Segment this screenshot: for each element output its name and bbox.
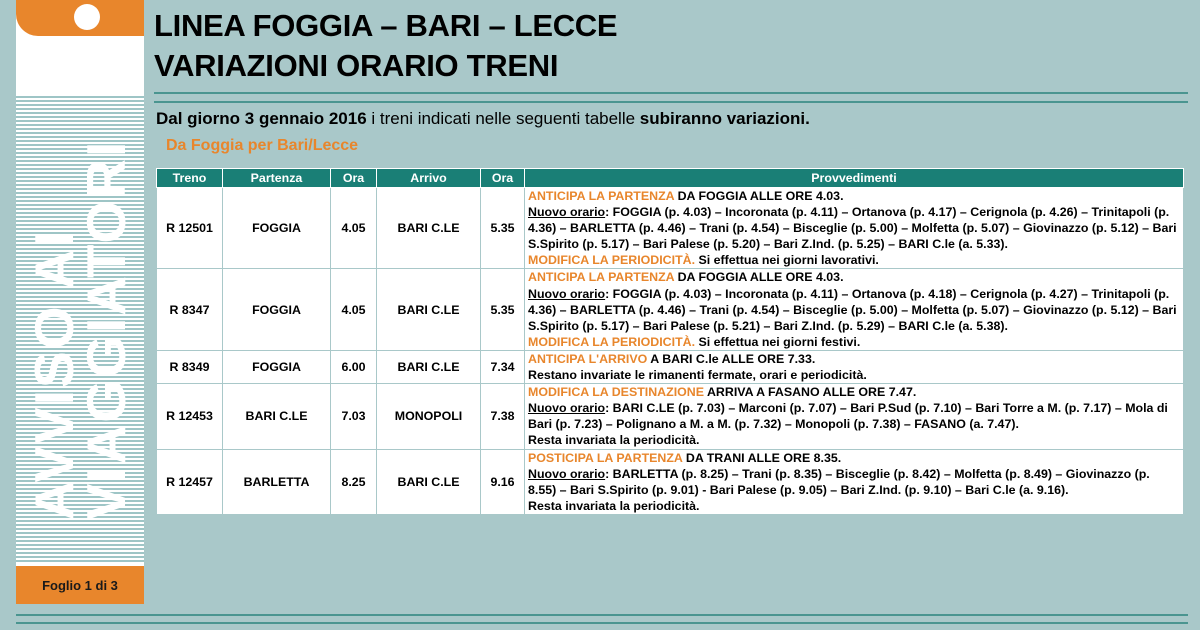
page-indicator: Foglio 1 di 3 (16, 566, 144, 604)
underlined-label: Nuovo orario (528, 286, 606, 301)
detail-text: DA FOGGIA ALLE ORE 4.03. (674, 189, 844, 203)
highlight-text: MODIFICA LA DESTINAZIONE (528, 385, 704, 400)
provvedimento-line: Resta invariata la periodicità. (528, 498, 700, 513)
cell-provvedimenti (525, 269, 1184, 350)
cell-ora-partenza: 8.25 (331, 449, 377, 514)
logo (16, 0, 144, 36)
table-row (157, 269, 1184, 350)
header-treno: Treno (157, 169, 223, 188)
cell-provvedimenti (525, 188, 1184, 269)
table-header-row (157, 169, 1184, 188)
cell-ora-partenza: 4.05 (331, 269, 377, 350)
intro-date: Dal giorno 3 gennaio 2016 (156, 109, 367, 128)
detail-text: DA FOGGIA ALLE ORE 4.03. (674, 270, 844, 285)
cell-arrivo: MONOPOLI (377, 384, 481, 449)
cell-treno: R 12453 (157, 384, 223, 449)
provvedimento-line (528, 286, 1180, 334)
underlined-label: Nuovo orario (528, 466, 606, 481)
section-subtitle: Da Foggia per Bari/Lecce (166, 137, 359, 154)
cell-partenza: FOGGIA (223, 269, 331, 350)
highlight-text: MODIFICA LA PERIODICITÀ. (528, 334, 696, 349)
cell-partenza: BARLETTA (223, 449, 331, 514)
schedule-text: : FOGGIA (p. 4.03) – Incoronata (p. 4.11) – Ortanova (p. 4.17) – Cerignola (p. 4.26) – Trinitapoli (p. 4.36) – BARLETTA (p. 4.46) – Trani (p. 4.54) – Bisceglie (p. 5.00) – Molfetta (p. 5.07) – Giovinazzo (p. 5.12) – Bari S.Spirito (p. 5.17) – Bari Palese (p. 5.20) – Bari Z.Ind. (p. 5.25) – BARI C.le (a. 5.33). (528, 205, 1177, 252)
schedule-text: : BARLETTA (p. 8.25) – Trani (p. 8.35) – Bisceglie (p. 8.42) – Molfetta (p. 8.49) – Giovinazzo (p. 8.55) – Bari S.Spirito (p. 9.01) - Bari Palese (p. 9.05) – Bari Z.Ind. (p. 9.10) – Bari C.le (a. 9.16). (528, 466, 1150, 497)
underlined-label: Nuovo orario (528, 205, 606, 220)
cell-provvedimenti (525, 350, 1184, 383)
vertical-notice-text (23, 139, 137, 521)
cell-partenza: BARI C.LE (223, 384, 331, 449)
provvedimento-line: Resta invariata la periodicità. (528, 433, 700, 448)
provvedimento-line (528, 204, 1180, 252)
provvedimento-line (528, 351, 1180, 367)
title-line-1: LINEA FOGGIA – BARI – LECCE (154, 8, 618, 43)
detail-text: ARRIVA A FASANO ALLE ORE 7.47. (704, 385, 917, 400)
header-ora-arrivo: Ora (481, 169, 525, 188)
highlight-text: ANTICIPA LA PARTENZA (528, 189, 675, 203)
provvedimento-line (528, 269, 1180, 285)
cell-treno: R 8349 (157, 350, 223, 383)
highlight-text: MODIFICA LA PERIODICITÀ. (528, 253, 696, 268)
cell-partenza: FOGGIA (223, 188, 331, 269)
intro-emphasis: subiranno variazioni (639, 109, 806, 128)
timetable (156, 168, 1184, 515)
cell-arrivo: BARI C.LE (377, 269, 481, 350)
detail-text: Si effettua nei giorni festivi. (695, 334, 861, 349)
title-line-2: VARIAZIONI ORARIO TRENI (154, 48, 559, 83)
highlight-text: ANTICIPA LA PARTENZA (528, 270, 675, 285)
provvedimento-line (528, 384, 1180, 400)
notice-line-1: AVVISO AI (23, 230, 85, 521)
provvedimento-line (528, 400, 1180, 432)
header-provvedimenti: Provvedimenti (525, 169, 1184, 188)
detail-text: Si effettua nei giorni lavorativi. (695, 253, 879, 268)
intro-text (156, 109, 810, 129)
cell-ora-arrivo: 7.34 (481, 350, 525, 383)
detail-text: A BARI C.le ALLE ORE 7.33. (647, 351, 816, 366)
table-row (157, 384, 1184, 449)
cell-ora-partenza: 4.05 (331, 188, 377, 269)
page-title (154, 6, 617, 86)
cell-ora-arrivo: 9.16 (481, 449, 525, 514)
notice-banner (16, 96, 144, 564)
highlight-text: ANTICIPA L'ARRIVO (528, 351, 648, 366)
provvedimento-line (528, 334, 1180, 350)
cell-ora-partenza: 7.03 (331, 384, 377, 449)
cell-ora-arrivo: 5.35 (481, 188, 525, 269)
table-row (157, 449, 1184, 514)
cell-provvedimenti (525, 449, 1184, 514)
cell-partenza: FOGGIA (223, 350, 331, 383)
table-row (157, 350, 1184, 383)
cell-arrivo: BARI C.LE (377, 350, 481, 383)
cell-provvedimenti (525, 384, 1184, 449)
cell-treno: R 12501 (157, 188, 223, 269)
detail-text: DA TRANI ALLE ORE 8.35. (682, 450, 842, 465)
intro-middle: i treni indicati nelle seguenti tabelle (366, 109, 640, 128)
table-row (157, 188, 1184, 269)
cell-ora-arrivo: 7.38 (481, 384, 525, 449)
underlined-label: Nuovo orario (528, 401, 606, 416)
provvedimento-line (528, 188, 1180, 204)
header-ora-partenza: Ora (331, 169, 377, 188)
cell-arrivo: BARI C.LE (377, 449, 481, 514)
highlight-text: POSTICIPA LA PARTENZA (528, 450, 683, 465)
cell-arrivo: BARI C.LE (377, 188, 481, 269)
provvedimento-line (528, 252, 1180, 268)
provvedimento-line (528, 466, 1180, 498)
logo-circle-icon (74, 4, 100, 30)
header-partenza: Partenza (223, 169, 331, 188)
schedule-text: : FOGGIA (p. 4.03) – Incoronata (p. 4.11) – Ortanova (p. 4.18) – Cerignola (p. 4.27) – Trinitapoli (p. 4.36) – BARLETTA (p. 4.46) – Trani (p. 4.54) – Bisceglie (p. 5.00) – Molfetta (p. 5.07) – Giovinazzo (p. 5.12) – Bari S.Spirito (p. 5.17) – Bari Palese (p. 5.21) – Bari Z.Ind. (p. 5.29) – BARI C.le (a. 5.38). (528, 286, 1177, 333)
cell-treno: R 12457 (157, 449, 223, 514)
cell-ora-partenza: 6.00 (331, 350, 377, 383)
footer-divider (16, 614, 1188, 624)
intro-period: . (805, 109, 810, 128)
cell-treno: R 8347 (157, 269, 223, 350)
schedule-text: : BARI C.LE (p. 7.03) – Marconi (p. 7.07) – Bari P.Sud (p. 7.10) – Bari Torre a M. (p. 7.17) – Mola di Bari (p. 7.23) – Polignano a M. a M. (p. 7.32) – Monopoli (p. 7.38) – FASANO (a. 7.47). (528, 401, 1168, 432)
header-arrivo: Arrivo (377, 169, 481, 188)
provvedimento-line: Restano invariate le rimanenti fermate, orari e periodicità. (528, 368, 867, 383)
sidebar (16, 0, 144, 604)
header-divider (154, 92, 1188, 103)
provvedimento-line (528, 450, 1180, 466)
cell-ora-arrivo: 5.35 (481, 269, 525, 350)
notice-line-2: VIAGGIATORI (75, 139, 137, 521)
